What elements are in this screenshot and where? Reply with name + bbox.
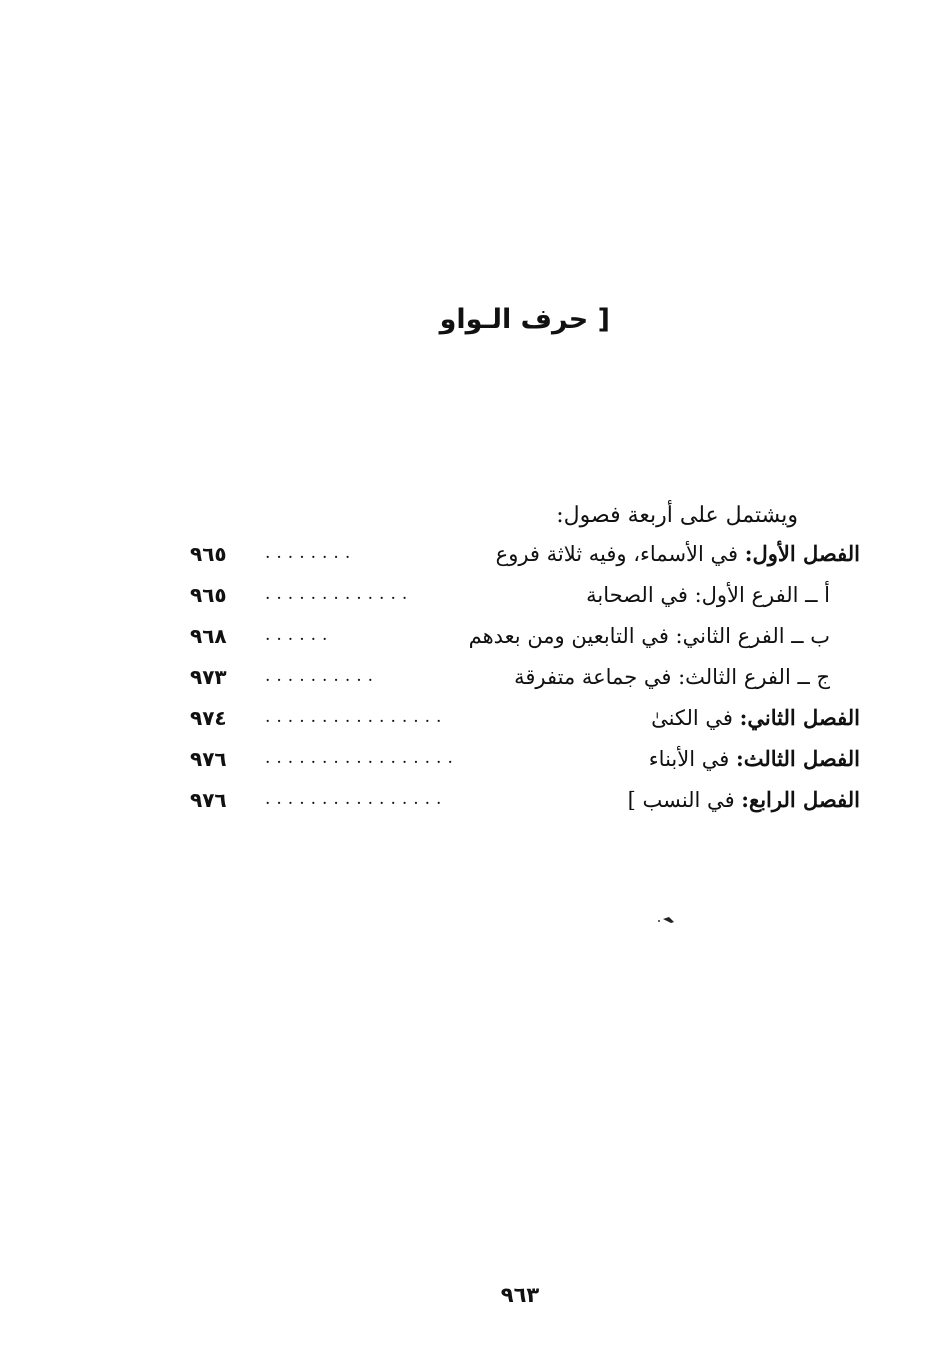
toc-page-number: ٩٦٥ [190, 583, 227, 607]
toc-entry-label [514, 659, 830, 695]
toc-page-number: ٩٦٥ [190, 542, 227, 566]
toc-entry-title: في النسب ] [627, 788, 742, 812]
toc-entry-branch-1 [190, 577, 860, 618]
toc-entry-heading: ب ــ الفرع الثاني: [675, 624, 830, 648]
toc-entry-title: في التابعين ومن بعدهم [468, 624, 676, 648]
toc-entry-heading: الفصل الثاني: [739, 705, 860, 730]
toc-entry-title: في جماعة متفرقة [514, 665, 679, 689]
table-of-contents [190, 536, 860, 823]
page-number: ٩٦٣ [500, 1283, 540, 1307]
leader-dots: .......... [265, 666, 380, 686]
toc-entry-heading: الفصل الأول: [744, 541, 860, 566]
leader-dots: ................. [265, 748, 459, 768]
toc-page-number: ٩٧٣ [190, 665, 227, 689]
toc-entry-branch-2 [190, 618, 860, 659]
toc-page-number: ٩٧٤ [190, 706, 227, 730]
leader-dots: ...... [265, 625, 334, 645]
toc-entry-heading: أ ــ الفرع الأول: [694, 583, 830, 607]
toc-entry-chapter-4 [190, 782, 860, 823]
leader-dots: ........ [265, 543, 357, 563]
toc-entry-label [496, 536, 860, 572]
toc-entry-chapter-1 [190, 536, 860, 577]
toc-entry-heading: الفصل الرابع: [741, 787, 860, 812]
toc-entry-label [586, 577, 830, 613]
leader-dots: ................ [265, 707, 448, 727]
toc-page-number: ٩٦٨ [190, 624, 227, 648]
toc-entry-title: في الصحابة [586, 583, 695, 607]
toc-entry-label [651, 700, 860, 736]
toc-entry-title: في الكنىٰ [651, 706, 740, 730]
toc-entry-chapter-3 [190, 741, 860, 782]
toc-entry-label [649, 741, 860, 777]
leader-dots: ................ [265, 789, 448, 809]
toc-entry-branch-3 [190, 659, 860, 700]
toc-entry-chapter-2 [190, 700, 860, 741]
toc-page-number: ٩٧٦ [190, 747, 227, 771]
intro-text: ويشتمل على أربعة فصول: [556, 503, 798, 528]
toc-entry-title: في الأسماء، وفيه ثلاثة فروع [495, 542, 745, 566]
toc-entry-label [628, 782, 860, 818]
part-title: [ حرف الـواو [439, 304, 610, 335]
toc-entry-label [469, 618, 830, 654]
toc-entry-heading: ج ــ الفرع الثالث: [678, 665, 830, 689]
toc-entry-title: في الأبناء [648, 747, 736, 771]
toc-page-number: ٩٧٦ [190, 788, 227, 812]
ink-mark-ornament [656, 913, 676, 927]
leader-dots: ............. [265, 584, 414, 604]
toc-entry-heading: الفصل الثالث: [735, 746, 860, 771]
